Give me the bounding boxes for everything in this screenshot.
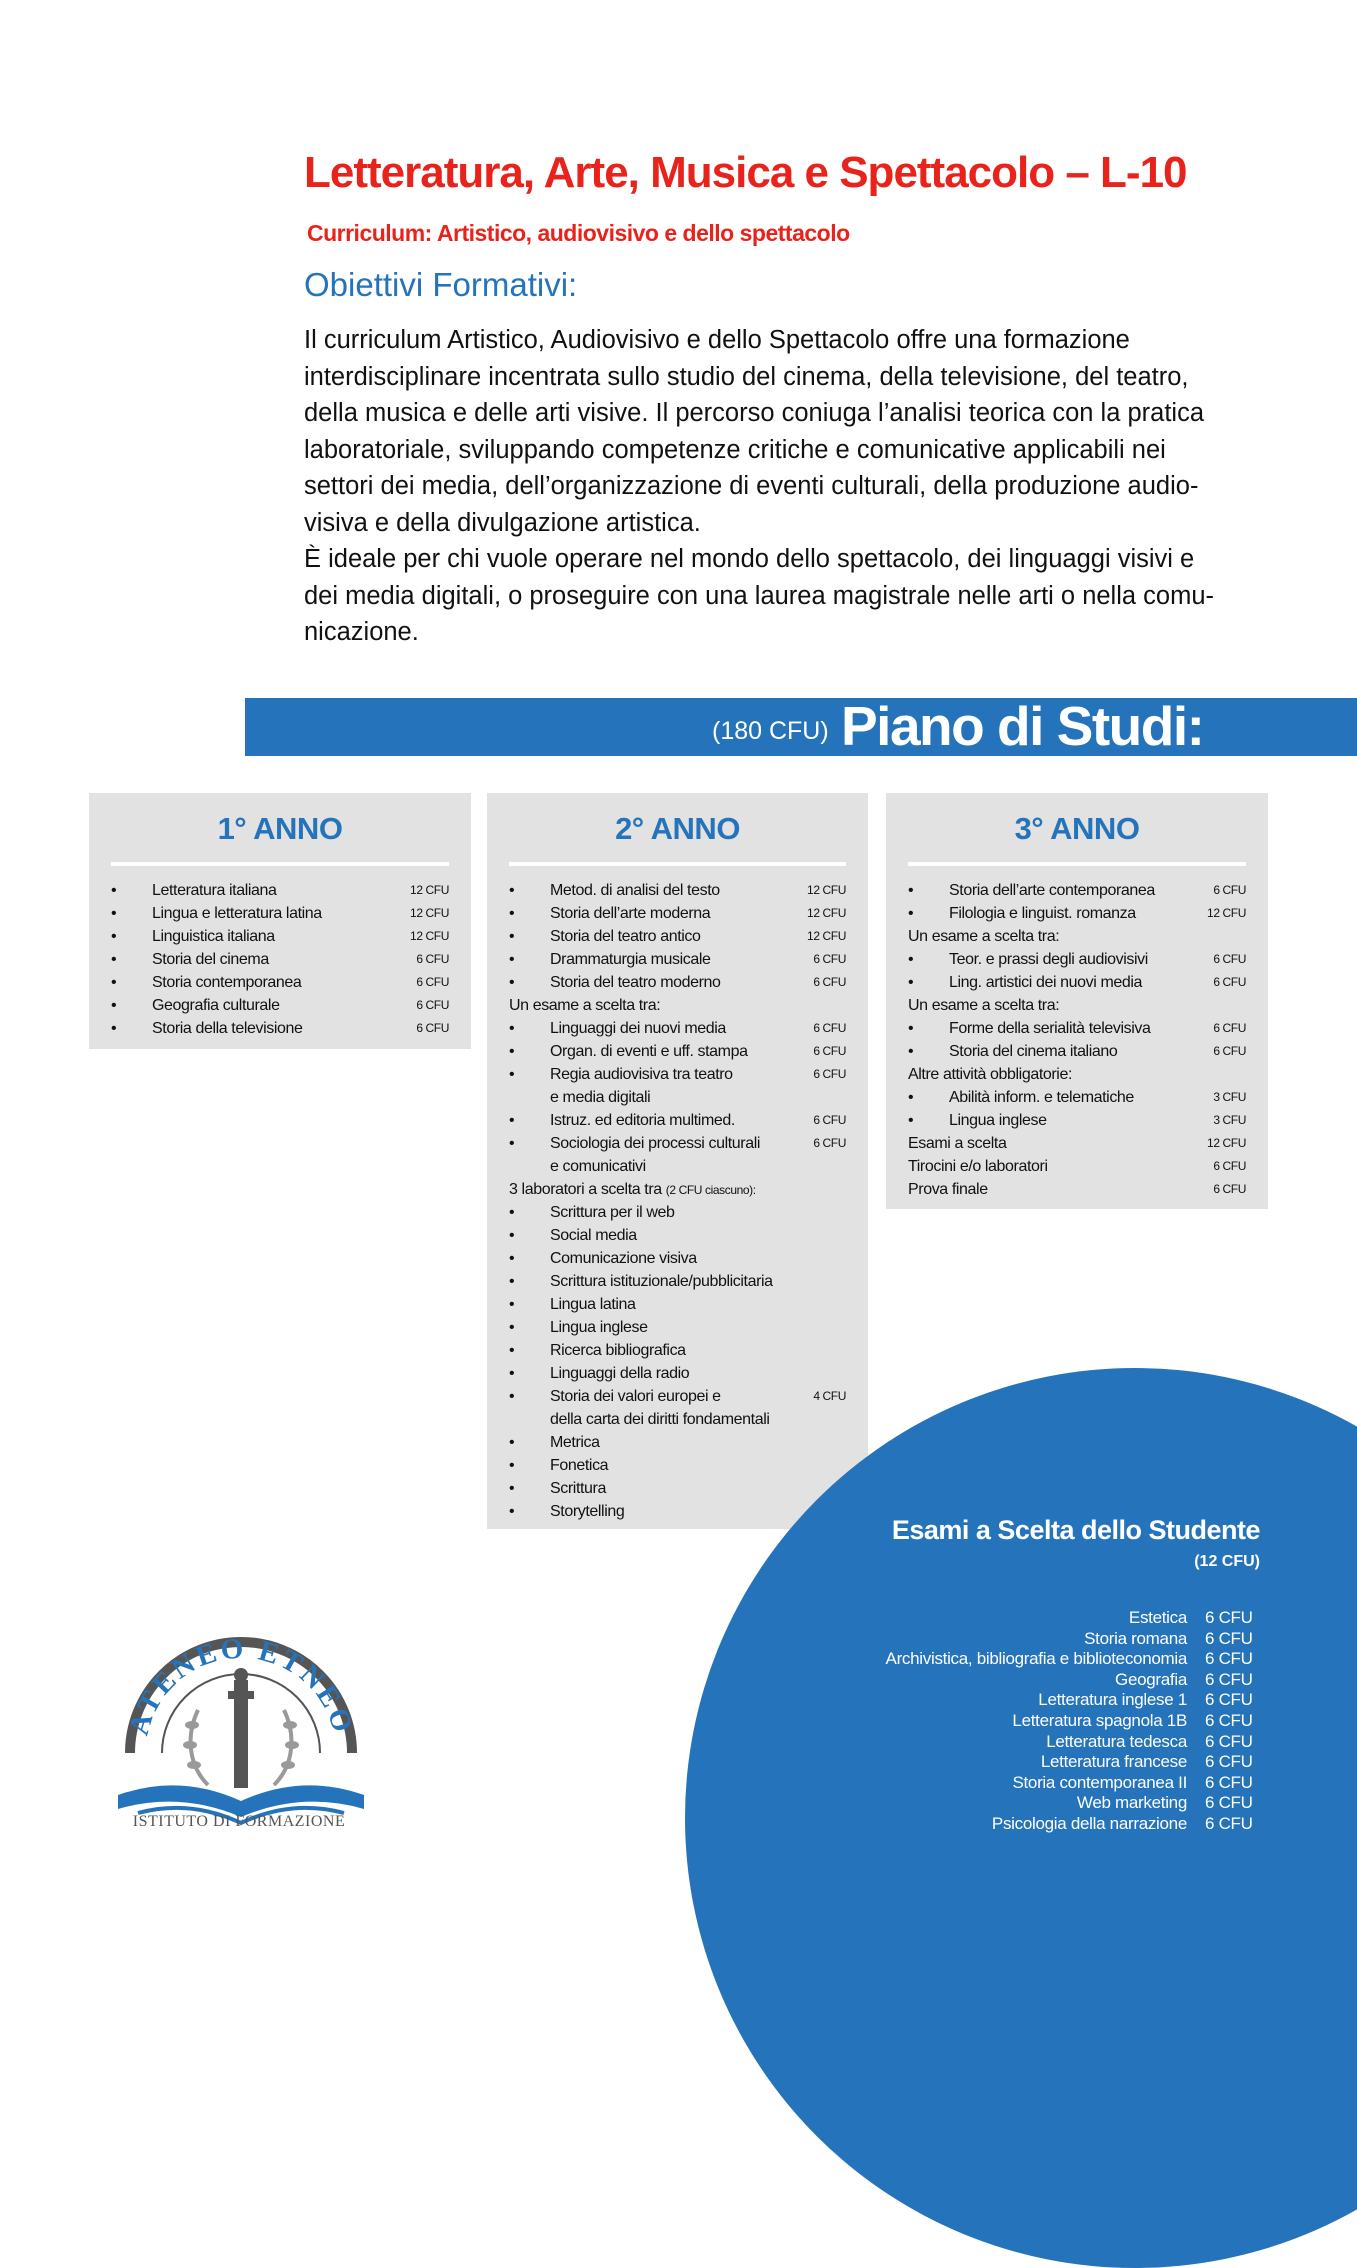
course-name: Storytelling bbox=[550, 1503, 625, 1520]
course-name: Lingua e letteratura latina bbox=[152, 905, 322, 922]
bullet-marker: • bbox=[509, 1296, 515, 1313]
course-cfu: 6 CFU bbox=[416, 952, 449, 966]
elective-cfu: 6 CFU bbox=[1205, 1649, 1253, 1669]
bullet-marker: • bbox=[509, 882, 515, 899]
objectives-line: visiva e della divulgazione artistica. bbox=[304, 508, 701, 537]
group-heading-text: Un esame a scelta tra: bbox=[908, 997, 1060, 1014]
elective-row bbox=[715, 1711, 1275, 1732]
elective-row bbox=[715, 1629, 1275, 1650]
page-title: Letteratura, Arte, Musica e Spettacolo – L-10 bbox=[304, 148, 1187, 197]
course-row bbox=[111, 879, 449, 902]
electives-list bbox=[715, 1608, 1275, 1835]
group-heading bbox=[908, 1132, 1246, 1155]
course-row bbox=[509, 1063, 846, 1086]
course-row bbox=[111, 994, 449, 1017]
course-name: Storia del cinema bbox=[152, 951, 269, 968]
course-name: Metrica bbox=[550, 1434, 600, 1451]
course-row bbox=[509, 1362, 846, 1385]
course-row bbox=[111, 1017, 449, 1040]
course-row bbox=[509, 1201, 846, 1224]
course-cfu: 6 CFU bbox=[1213, 883, 1246, 897]
course-cfu: 6 CFU bbox=[1213, 975, 1246, 989]
course-cfu: 6 CFU bbox=[813, 1067, 846, 1081]
course-row bbox=[509, 1477, 846, 1500]
svg-text:ATENEO ETNEO: ATENEO ETNEO bbox=[122, 1632, 360, 1739]
bullet-marker: • bbox=[509, 1020, 515, 1037]
ateneo-etneo-logo bbox=[118, 1625, 364, 1835]
objectives-line: settori dei media, dell’organizzazione di eventi culturali, della produzione audio- bbox=[304, 472, 1199, 500]
bullet-marker: • bbox=[111, 997, 117, 1014]
bullet-marker: • bbox=[509, 1457, 515, 1474]
course-row bbox=[908, 1017, 1246, 1040]
year-3-panel bbox=[886, 793, 1268, 1209]
bullet-marker: • bbox=[908, 974, 914, 991]
course-name: Forme della serialità televisiva bbox=[949, 1020, 1151, 1037]
elective-cfu: 6 CFU bbox=[1205, 1608, 1253, 1627]
course-row bbox=[111, 925, 449, 948]
course-cfu: 6 CFU bbox=[813, 1136, 846, 1150]
course-row bbox=[509, 1109, 846, 1132]
course-name: Sociologia dei processi culturali bbox=[550, 1135, 761, 1152]
group-heading bbox=[908, 1063, 1246, 1086]
group-heading-text: Altre attività obbligatorie: bbox=[908, 1066, 1073, 1083]
group-heading bbox=[908, 925, 1246, 948]
year-1-panel bbox=[89, 793, 471, 1049]
group-heading-text: 3 laboratori a scelta tra bbox=[509, 1181, 666, 1198]
group-heading-text: Un esame a scelta tra: bbox=[908, 928, 1060, 945]
course-name: Linguaggi della radio bbox=[550, 1365, 690, 1382]
year-2-course-list bbox=[509, 879, 846, 1523]
course-cfu: 3 CFU bbox=[1213, 1090, 1246, 1104]
elective-cfu: 6 CFU bbox=[1205, 1710, 1253, 1730]
course-row bbox=[509, 879, 846, 902]
group-heading-label bbox=[908, 1063, 1072, 1086]
group-heading bbox=[908, 1155, 1246, 1178]
group-heading-label bbox=[908, 925, 1059, 948]
course-name: Storia dei valori europei e bbox=[550, 1388, 721, 1405]
course-name: Regia audiovisiva tra teatro bbox=[550, 1066, 733, 1083]
bullet-marker: • bbox=[908, 905, 914, 922]
course-name: Lingua latina bbox=[550, 1296, 636, 1313]
course-row bbox=[509, 971, 846, 994]
course-name: Linguistica italiana bbox=[152, 928, 275, 945]
year-1-heading: 1° ANNO bbox=[217, 811, 343, 846]
course-row bbox=[908, 902, 1246, 925]
group-heading-text: Tirocini e/o laboratori bbox=[908, 1158, 1048, 1175]
course-cfu: 6 CFU bbox=[416, 975, 449, 989]
course-row bbox=[509, 902, 846, 925]
course-cfu: 12 CFU bbox=[410, 883, 449, 897]
group-heading-label bbox=[908, 1155, 1048, 1178]
year-2-panel bbox=[487, 793, 868, 1529]
course-row bbox=[509, 948, 846, 971]
course-name: Storia della televisione bbox=[152, 1020, 303, 1037]
course-cfu: 3 CFU bbox=[1213, 1113, 1246, 1127]
course-name: Ricerca bibliografica bbox=[550, 1342, 686, 1359]
course-row bbox=[509, 1454, 846, 1477]
group-heading-label bbox=[509, 1178, 756, 1202]
course-name: Comunicazione visiva bbox=[550, 1250, 697, 1267]
course-row bbox=[111, 948, 449, 971]
bullet-marker: • bbox=[509, 1112, 515, 1129]
course-row bbox=[111, 902, 449, 925]
course-name: Scrittura per il web bbox=[550, 1204, 675, 1221]
group-cfu: 12 CFU bbox=[1207, 1136, 1246, 1150]
bullet-marker: • bbox=[509, 1043, 515, 1060]
bullet-marker: • bbox=[509, 1503, 515, 1520]
course-row bbox=[509, 1339, 846, 1362]
objectives-text bbox=[304, 322, 1215, 651]
course-cfu: 4 CFU bbox=[813, 1389, 846, 1403]
group-heading-text: Prova finale bbox=[908, 1181, 988, 1198]
bullet-marker: • bbox=[509, 1480, 515, 1497]
elective-cfu: 6 CFU bbox=[1205, 1793, 1253, 1813]
course-name: Letteratura italiana bbox=[152, 882, 277, 899]
course-row bbox=[509, 1224, 846, 1247]
objectives-line: interdisciplinare incentrata sullo studio del cinema, della televisione, del teatro, bbox=[304, 362, 1189, 391]
elective-row bbox=[715, 1732, 1275, 1753]
electives-subtitle: (12 CFU) bbox=[1194, 1553, 1260, 1570]
group-heading-note: (2 CFU ciascuno): bbox=[665, 1183, 756, 1197]
course-name: Storia del cinema italiano bbox=[949, 1043, 1118, 1060]
bullet-marker: • bbox=[509, 1273, 515, 1290]
elective-row bbox=[715, 1752, 1275, 1773]
bullet-marker: • bbox=[111, 974, 117, 991]
course-cfu: 6 CFU bbox=[813, 1044, 846, 1058]
course-row bbox=[509, 1270, 846, 1293]
objectives-line: nicazione. bbox=[304, 618, 419, 646]
elective-row bbox=[715, 1690, 1275, 1711]
course-name: Teor. e prassi degli audiovisivi bbox=[949, 951, 1148, 968]
elective-name: Storia contemporanea II bbox=[1012, 1772, 1187, 1792]
group-heading-label bbox=[908, 1132, 1006, 1155]
course-row bbox=[509, 1385, 846, 1408]
group-heading bbox=[509, 994, 846, 1017]
heading-divider bbox=[509, 862, 846, 866]
course-row bbox=[509, 1293, 846, 1316]
logo-caption: ISTITUTO DI FORMAZIONE bbox=[132, 1813, 346, 1830]
course-cfu: 6 CFU bbox=[416, 1021, 449, 1035]
objectives-line: È ideale per chi vuole operare nel mondo dello spettacolo, dei linguaggi visivi e bbox=[304, 545, 1195, 573]
bullet-marker: • bbox=[509, 1066, 515, 1083]
course-row bbox=[509, 1500, 846, 1523]
course-name: Istruz. ed editoria multimed. bbox=[550, 1112, 735, 1129]
bullet-marker: • bbox=[509, 1227, 515, 1244]
group-cfu: 6 CFU bbox=[1213, 1182, 1246, 1196]
elective-name: Letteratura spagnola 1B bbox=[1012, 1710, 1187, 1730]
group-heading-text: Un esame a scelta tra: bbox=[509, 997, 661, 1014]
elective-row bbox=[715, 1649, 1275, 1670]
course-row bbox=[908, 1086, 1246, 1109]
bullet-marker: • bbox=[111, 882, 117, 899]
elective-name: Web marketing bbox=[1076, 1793, 1187, 1813]
course-cfu: 6 CFU bbox=[1213, 1044, 1246, 1058]
elective-name: Geografia bbox=[1115, 1669, 1187, 1689]
group-heading-label bbox=[509, 994, 660, 1017]
bullet-marker: • bbox=[509, 905, 515, 922]
elective-name: Estetica bbox=[1128, 1608, 1187, 1627]
heading-divider bbox=[111, 862, 449, 866]
group-heading bbox=[908, 994, 1246, 1017]
course-row bbox=[509, 1316, 846, 1339]
bullet-marker: • bbox=[111, 928, 117, 945]
study-plan-title: Piano di Studi: bbox=[841, 695, 1204, 757]
bullet-marker: • bbox=[509, 1319, 515, 1336]
electives-title: Esami a Scelta dello Studente bbox=[891, 1515, 1260, 1545]
course-cfu: 12 CFU bbox=[410, 929, 449, 943]
course-cfu: 6 CFU bbox=[813, 1113, 846, 1127]
year-3-course-list bbox=[908, 879, 1246, 1201]
bullet-marker: • bbox=[509, 951, 515, 968]
course-cfu: 6 CFU bbox=[416, 998, 449, 1012]
bullet-marker: • bbox=[111, 1020, 117, 1037]
bullet-marker: • bbox=[509, 1388, 515, 1405]
course-row-continuation bbox=[509, 1155, 846, 1178]
course-name-continued: e comunicativi bbox=[550, 1158, 646, 1175]
bullet-marker: • bbox=[908, 1089, 914, 1106]
course-name: Abilità inform. e telematiche bbox=[949, 1089, 1134, 1106]
group-heading bbox=[908, 1178, 1246, 1201]
elective-name: Letteratura inglese 1 bbox=[1038, 1690, 1187, 1710]
elective-name: Letteratura francese bbox=[1040, 1752, 1187, 1772]
course-row bbox=[111, 971, 449, 994]
course-name: Filologia e linguist. romanza bbox=[949, 905, 1136, 922]
course-row bbox=[908, 879, 1246, 902]
group-heading-label bbox=[908, 1178, 988, 1201]
bullet-marker: • bbox=[509, 1342, 515, 1359]
objectives-line: dei media digitali, o proseguire con una laurea magistrale nelle arti o nella comu- bbox=[304, 581, 1215, 610]
bullet-marker: • bbox=[908, 882, 914, 899]
course-row bbox=[509, 1132, 846, 1155]
course-row bbox=[908, 1109, 1246, 1132]
elective-row bbox=[715, 1793, 1275, 1814]
course-name: Storia dell’arte moderna bbox=[550, 905, 711, 922]
course-cfu: 12 CFU bbox=[807, 906, 846, 920]
course-cfu: 12 CFU bbox=[807, 929, 846, 943]
course-name: Metod. di analisi del testo bbox=[550, 882, 720, 899]
course-name: Linguaggi dei nuovi media bbox=[550, 1020, 726, 1037]
bullet-marker: • bbox=[509, 1135, 515, 1152]
year-2-heading: 2° ANNO bbox=[615, 811, 740, 846]
course-cfu: 12 CFU bbox=[807, 883, 846, 897]
elective-name: Letteratura tedesca bbox=[1046, 1731, 1187, 1751]
course-cfu: 6 CFU bbox=[813, 952, 846, 966]
course-name: Scrittura istituzionale/pubblicitaria bbox=[550, 1273, 773, 1290]
course-row-continuation bbox=[509, 1086, 846, 1109]
course-name-continued: e media digitali bbox=[550, 1089, 651, 1106]
elective-name: Psicologia della narrazione bbox=[991, 1813, 1187, 1833]
course-row bbox=[908, 971, 1246, 994]
course-name: Drammaturgia musicale bbox=[550, 951, 711, 968]
course-row bbox=[509, 925, 846, 948]
course-cfu: 6 CFU bbox=[813, 1021, 846, 1035]
course-name: Storia del teatro antico bbox=[550, 928, 701, 945]
bullet-marker: • bbox=[509, 1434, 515, 1451]
course-name: Geografia culturale bbox=[152, 997, 280, 1014]
elective-row bbox=[715, 1814, 1275, 1835]
course-row-continuation bbox=[509, 1408, 846, 1431]
year-1-course-list bbox=[111, 879, 449, 1040]
course-cfu: 12 CFU bbox=[1207, 906, 1246, 920]
elective-cfu: 6 CFU bbox=[1205, 1752, 1253, 1772]
elective-name: Archivistica, bibliografia e biblioteconomia bbox=[885, 1649, 1187, 1669]
course-name: Fonetica bbox=[550, 1457, 609, 1474]
objectives-line: della musica e delle arti visive. Il percorso coniuga l’analisi teorica con la pratica bbox=[304, 399, 1205, 427]
elective-cfu: 6 CFU bbox=[1205, 1669, 1253, 1689]
course-name: Lingua inglese bbox=[550, 1319, 648, 1336]
course-row bbox=[908, 1040, 1246, 1063]
course-row bbox=[509, 1040, 846, 1063]
elective-row bbox=[715, 1670, 1275, 1691]
course-cfu: 12 CFU bbox=[410, 906, 449, 920]
course-name: Storia contemporanea bbox=[152, 974, 302, 991]
course-row bbox=[509, 1247, 846, 1270]
objectives-heading: Obiettivi Formativi: bbox=[304, 266, 578, 303]
course-name: Ling. artistici dei nuovi media bbox=[949, 974, 1143, 991]
group-heading-text: Esami a scelta bbox=[908, 1135, 1007, 1152]
course-name: Storia del teatro moderno bbox=[550, 974, 721, 991]
elective-row bbox=[715, 1608, 1275, 1629]
bullet-marker: • bbox=[509, 1365, 515, 1382]
course-row bbox=[509, 1017, 846, 1040]
bullet-marker: • bbox=[908, 1043, 914, 1060]
bullet-marker: • bbox=[908, 1020, 914, 1037]
course-name-continued: della carta dei diritti fondamentali bbox=[550, 1411, 770, 1428]
course-row bbox=[908, 948, 1246, 971]
group-heading-label bbox=[908, 994, 1059, 1017]
bullet-marker: • bbox=[111, 905, 117, 922]
course-name: Lingua inglese bbox=[949, 1112, 1047, 1129]
course-cfu: 6 CFU bbox=[1213, 1021, 1246, 1035]
elective-name: Storia romana bbox=[1084, 1628, 1187, 1648]
group-heading bbox=[509, 1178, 846, 1201]
elective-cfu: 6 CFU bbox=[1205, 1813, 1253, 1833]
elective-row bbox=[715, 1773, 1275, 1794]
bullet-marker: • bbox=[111, 951, 117, 968]
bullet-marker: • bbox=[509, 928, 515, 945]
course-name: Social media bbox=[550, 1227, 637, 1244]
course-row bbox=[509, 1431, 846, 1454]
elective-cfu: 6 CFU bbox=[1205, 1772, 1253, 1792]
course-cfu: 6 CFU bbox=[1213, 952, 1246, 966]
year-3-heading: 3° ANNO bbox=[1014, 811, 1140, 846]
study-plan-cfu: (180 CFU) bbox=[712, 717, 829, 745]
heading-divider bbox=[908, 862, 1246, 866]
bullet-marker: • bbox=[908, 1112, 914, 1129]
bullet-marker: • bbox=[509, 1204, 515, 1221]
course-cfu: 6 CFU bbox=[813, 975, 846, 989]
bullet-marker: • bbox=[509, 1250, 515, 1267]
elective-cfu: 6 CFU bbox=[1205, 1628, 1253, 1648]
course-name: Storia dell’arte contemporanea bbox=[949, 882, 1155, 899]
elective-cfu: 6 CFU bbox=[1205, 1690, 1253, 1710]
curriculum-subtitle: Curriculum: Artistico, audiovisivo e dello spettacolo bbox=[307, 220, 850, 246]
objectives-line: laboratoriale, sviluppando competenze critiche e comunicative applicabili nei bbox=[304, 435, 1166, 464]
group-cfu: 6 CFU bbox=[1213, 1159, 1246, 1173]
objectives-line: Il curriculum Artistico, Audiovisivo e dello Spettacolo offre una formazione bbox=[304, 326, 1130, 354]
course-name: Organ. di eventi e uff. stampa bbox=[550, 1043, 748, 1060]
bullet-marker: • bbox=[509, 974, 515, 991]
bullet-marker: • bbox=[908, 951, 914, 968]
elective-cfu: 6 CFU bbox=[1205, 1731, 1253, 1751]
course-name: Scrittura bbox=[550, 1480, 606, 1497]
